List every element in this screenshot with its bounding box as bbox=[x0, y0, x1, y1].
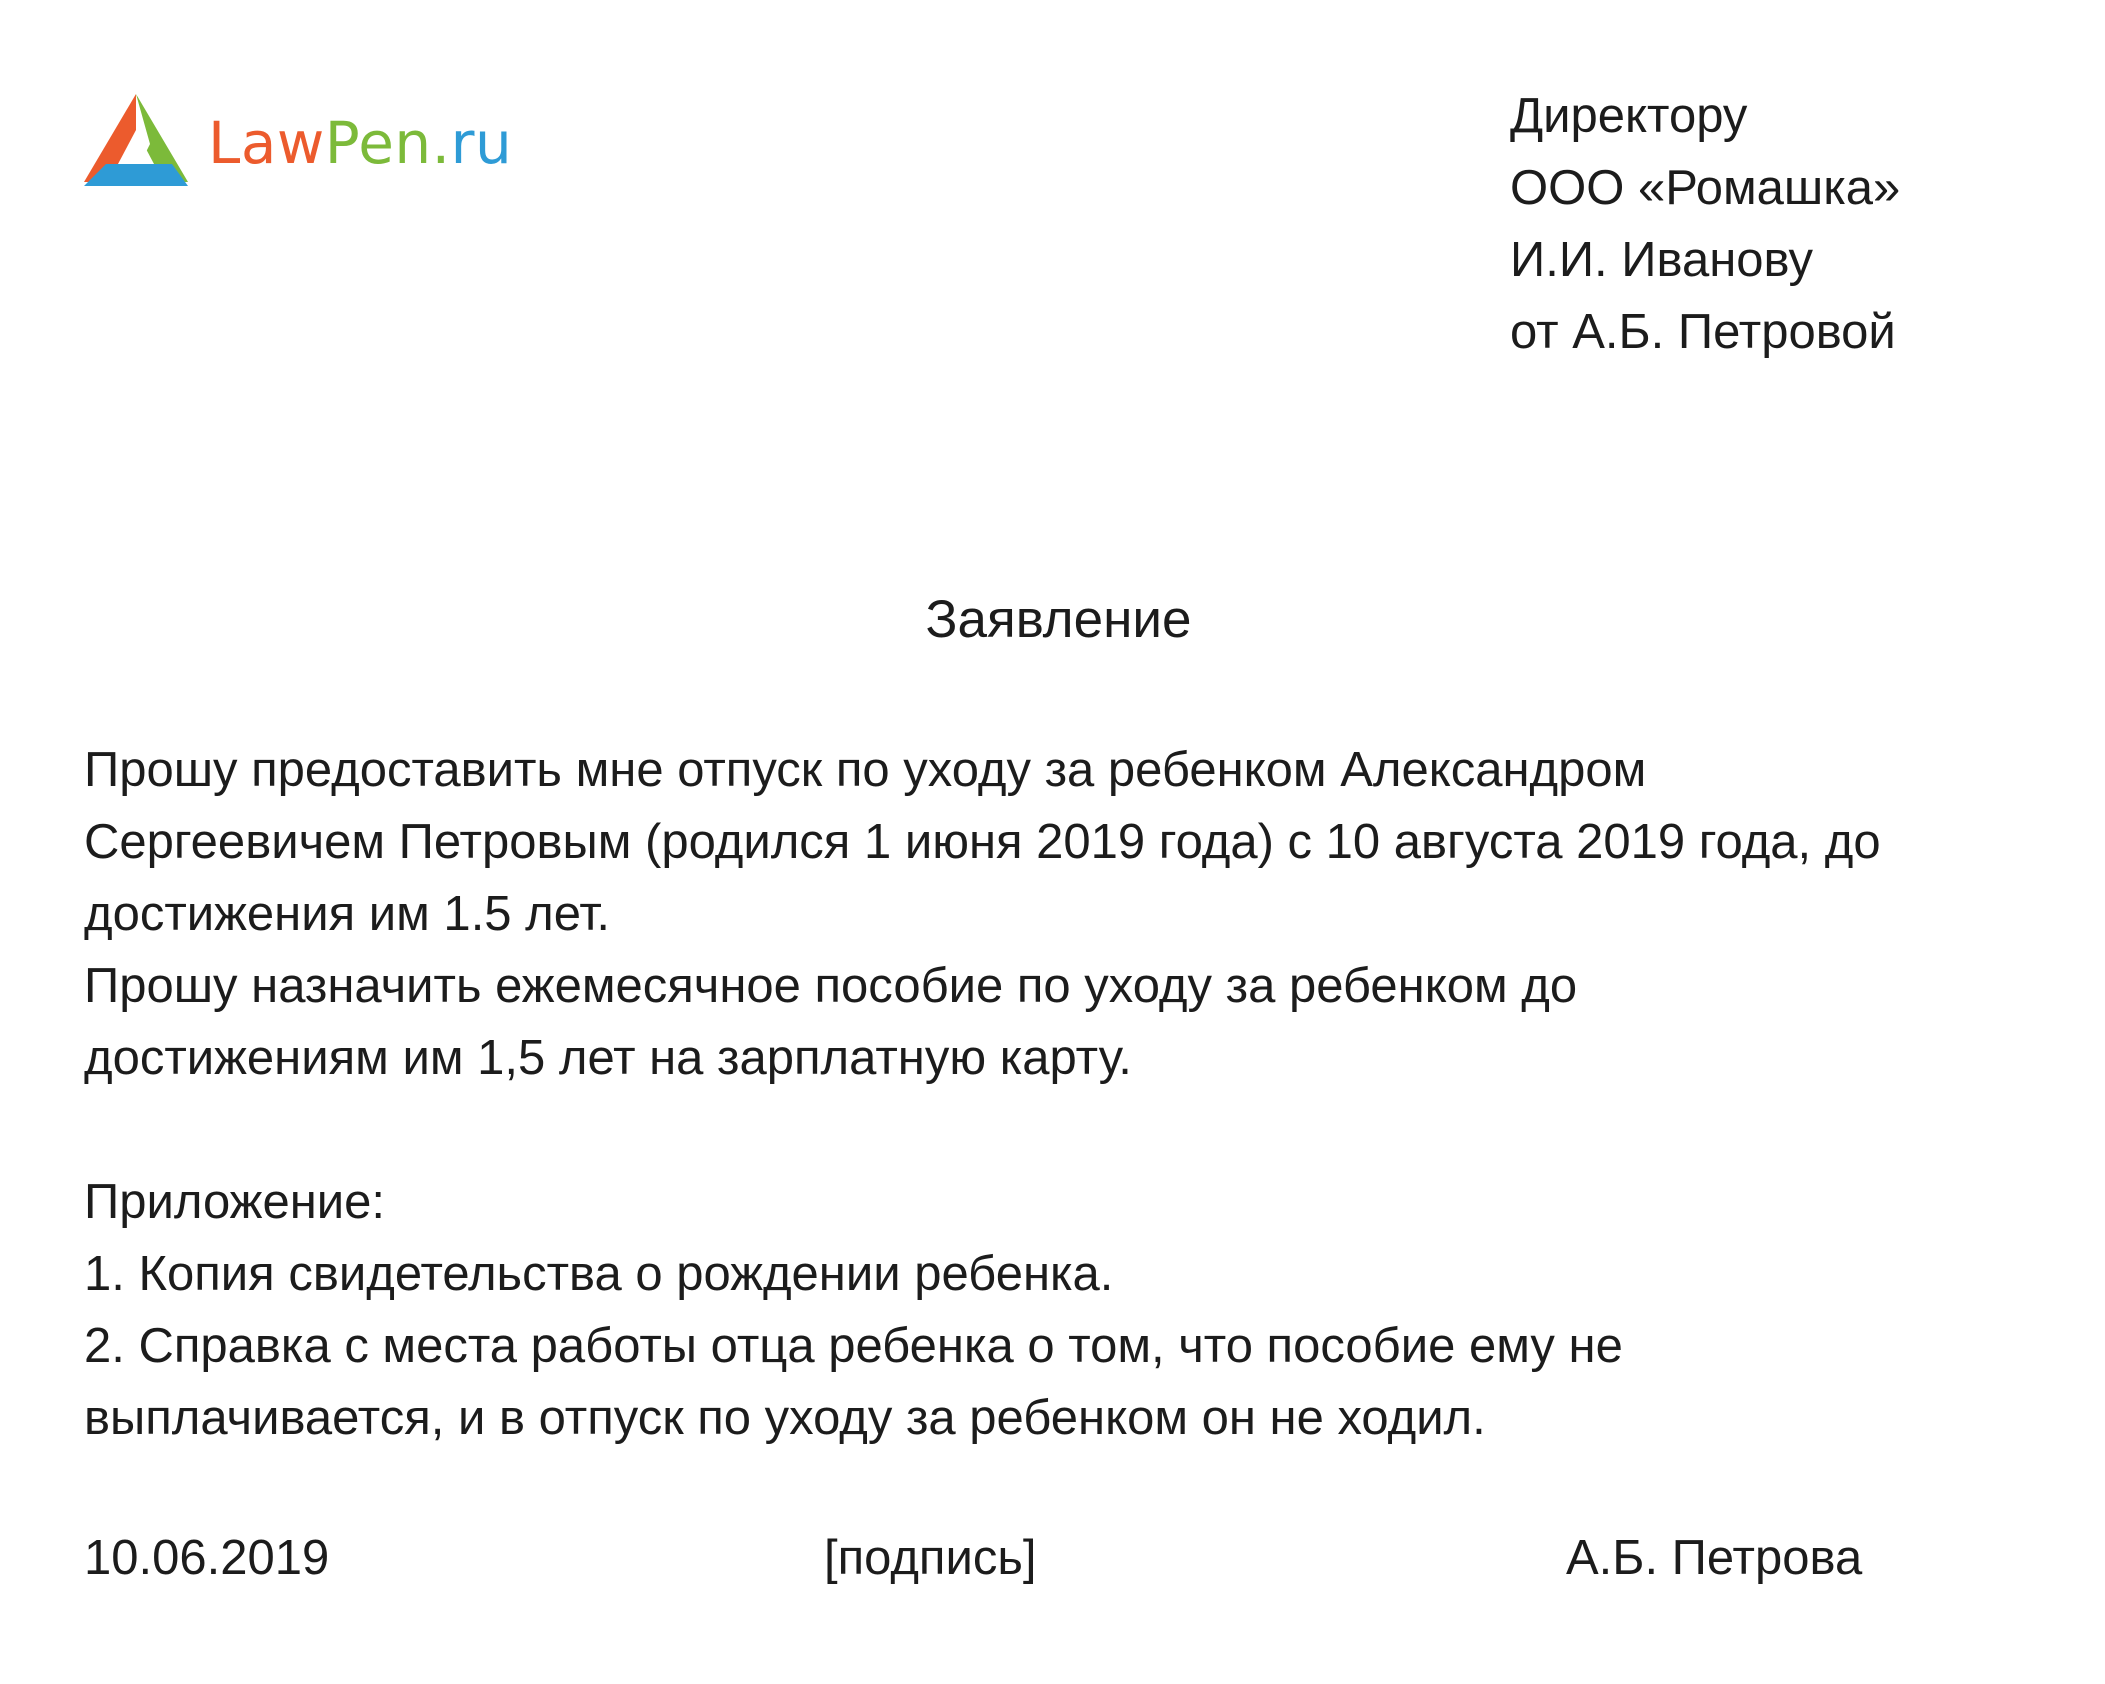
addressee-block bbox=[1510, 80, 1900, 368]
document-date: 10.06.2019 bbox=[84, 1531, 330, 1585]
signer-name: А.Б. Петрова bbox=[1566, 1531, 1863, 1585]
signature-placeholder: [подпись] bbox=[824, 1531, 1037, 1585]
paragraph-2-line-1: Прошу назначить ежемесячное пособие по уходу за ребенком до bbox=[84, 959, 1578, 1013]
attachments-heading: Приложение: bbox=[84, 1175, 386, 1229]
triangle-logo-icon bbox=[84, 94, 188, 188]
addressee-company: ООО «Ромашка» bbox=[1510, 161, 1901, 215]
paragraph-spacer bbox=[84, 1094, 2074, 1166]
attachment-item-2-line-2: выплачивается, и в отпуск по уходу за ребенком он не ходил. bbox=[84, 1391, 1486, 1445]
attachment-item-1: 1. Копия свидетельства о рождении ребенка. bbox=[84, 1247, 1114, 1301]
paragraph-2-line-2: достижениям им 1,5 лет на зарплатную карту. bbox=[84, 1031, 1132, 1085]
paragraph-1-line-2: Сергеевичем Петровым (родился 1 июня 2019 года) с 10 августа 2019 года, до bbox=[84, 815, 1881, 869]
logo-wordmark bbox=[208, 109, 513, 177]
document-title-text: Заявление bbox=[925, 590, 1192, 649]
addressee-position: Директору bbox=[1510, 89, 1748, 143]
logo-word-pen: Pen bbox=[324, 109, 432, 177]
addressee-name: И.И. Иванову bbox=[1510, 233, 1813, 287]
paragraph-1-line-3: достижения им 1.5 лет. bbox=[84, 887, 611, 941]
sender-name: от А.Б. Петровой bbox=[1510, 305, 1896, 359]
document-title bbox=[0, 584, 2105, 656]
attachment-item-2-line-1: 2. Справка с места работы отца ребенка о том, что пособие ему не bbox=[84, 1319, 1623, 1373]
logo-dot: . bbox=[431, 109, 451, 177]
document-body bbox=[84, 734, 2074, 1454]
paragraph-1-line-1: Прошу предоставить мне отпуск по уходу за ребенком Александром bbox=[84, 743, 1647, 797]
logo-word-law: Law bbox=[208, 109, 325, 177]
logo-word-ru: ru bbox=[450, 109, 513, 177]
signature-row bbox=[0, 1522, 2105, 1594]
site-logo bbox=[84, 94, 512, 188]
